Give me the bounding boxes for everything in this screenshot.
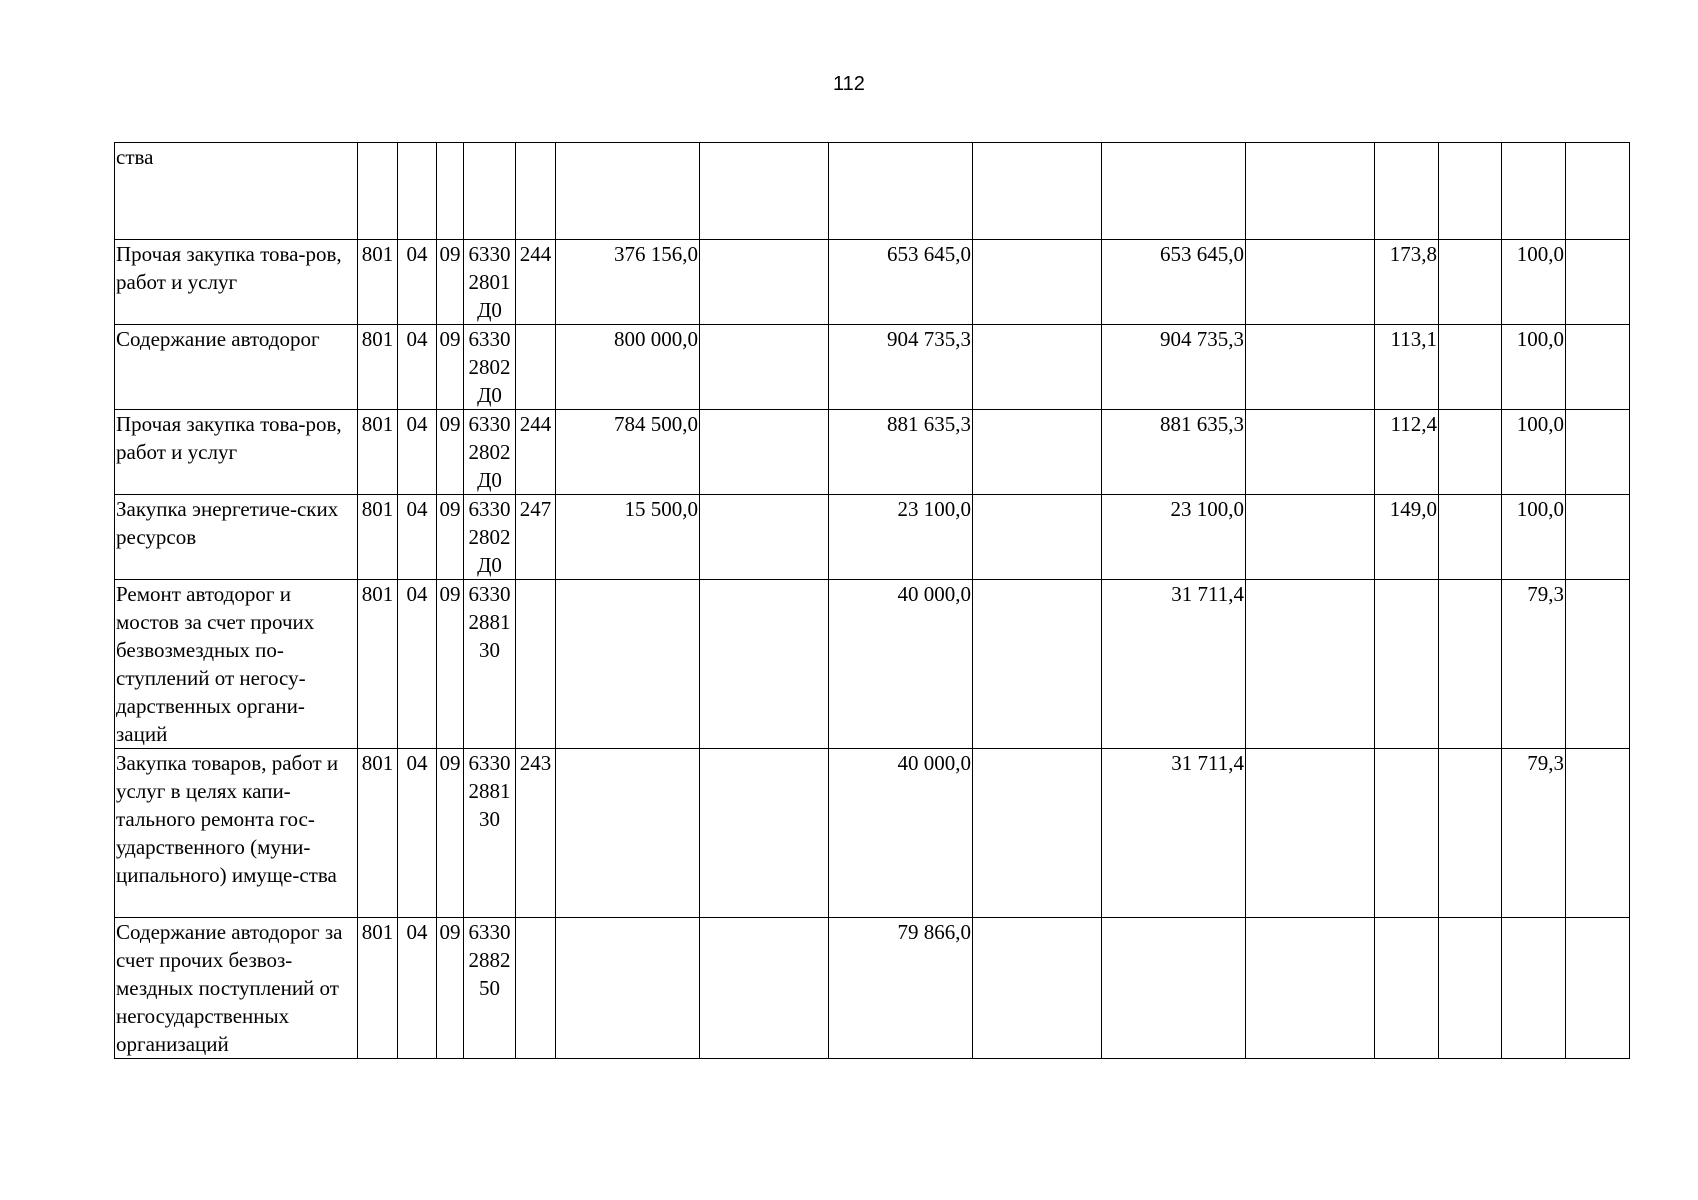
- section-code: 04: [398, 410, 437, 495]
- value-9: 100,0: [1502, 410, 1566, 495]
- value-2: [700, 495, 829, 580]
- value-8: [1439, 325, 1502, 410]
- value-1: 784 500,0: [556, 410, 700, 495]
- expense-type-code: 247: [516, 495, 556, 580]
- value-10: [1566, 580, 1630, 749]
- ministry-code: 801: [358, 495, 398, 580]
- target-article-code: [464, 143, 516, 240]
- value-10: [1566, 143, 1630, 240]
- expense-type-code: [516, 143, 556, 240]
- value-4: [973, 240, 1102, 325]
- row-name: Содержание автодорог: [115, 325, 358, 410]
- expense-type-code: 244: [516, 410, 556, 495]
- value-6: [1246, 918, 1375, 1059]
- section-code: 04: [398, 325, 437, 410]
- value-3: 653 645,0: [829, 240, 973, 325]
- value-5: [1102, 143, 1246, 240]
- target-article-code: 6330288130: [464, 749, 516, 918]
- section-code: 04: [398, 918, 437, 1059]
- value-3: [829, 143, 973, 240]
- value-4: [973, 580, 1102, 749]
- subsection-code: 09: [437, 749, 464, 918]
- subsection-code: 09: [437, 240, 464, 325]
- target-article-code: 63302802Д0: [464, 325, 516, 410]
- row-name: Закупка энергетиче-ских ресурсов: [115, 495, 358, 580]
- value-9: [1502, 918, 1566, 1059]
- value-4: [973, 325, 1102, 410]
- value-5: 31 711,4: [1102, 580, 1246, 749]
- value-5: 881 635,3: [1102, 410, 1246, 495]
- value-10: [1566, 325, 1630, 410]
- value-10: [1566, 495, 1630, 580]
- value-6: [1246, 240, 1375, 325]
- subsection-code: 09: [437, 325, 464, 410]
- value-10: [1566, 749, 1630, 918]
- value-1: 15 500,0: [556, 495, 700, 580]
- section-code: 04: [398, 749, 437, 918]
- value-3: 40 000,0: [829, 580, 973, 749]
- value-1: [556, 580, 700, 749]
- value-7: 173,8: [1375, 240, 1439, 325]
- value-8: [1439, 495, 1502, 580]
- subsection-code: 09: [437, 495, 464, 580]
- value-5: 23 100,0: [1102, 495, 1246, 580]
- value-7: 149,0: [1375, 495, 1439, 580]
- value-8: [1439, 918, 1502, 1059]
- value-6: [1246, 325, 1375, 410]
- value-7: [1375, 918, 1439, 1059]
- target-article-code: 63302801Д0: [464, 240, 516, 325]
- ministry-code: 801: [358, 325, 398, 410]
- table-row: [115, 749, 1630, 918]
- expense-type-code: 244: [516, 240, 556, 325]
- value-8: [1439, 143, 1502, 240]
- value-7: [1375, 143, 1439, 240]
- value-7: [1375, 749, 1439, 918]
- value-1: [556, 918, 700, 1059]
- subsection-code: 09: [437, 918, 464, 1059]
- table-row: [115, 143, 1630, 240]
- value-2: [700, 410, 829, 495]
- value-1: [556, 143, 700, 240]
- value-9: 100,0: [1502, 240, 1566, 325]
- table-row: [115, 325, 1630, 410]
- ministry-code: 801: [358, 410, 398, 495]
- table-row: [115, 918, 1630, 1059]
- table-row: [115, 240, 1630, 325]
- value-10: [1566, 240, 1630, 325]
- value-8: [1439, 749, 1502, 918]
- value-5: 653 645,0: [1102, 240, 1246, 325]
- value-1: 800 000,0: [556, 325, 700, 410]
- value-8: [1439, 410, 1502, 495]
- subsection-code: 09: [437, 410, 464, 495]
- value-3: 904 735,3: [829, 325, 973, 410]
- value-7: 113,1: [1375, 325, 1439, 410]
- budget-table: [114, 142, 1630, 1059]
- expense-type-code: [516, 918, 556, 1059]
- table-row: [115, 410, 1630, 495]
- table-row: [115, 580, 1630, 749]
- value-2: [700, 240, 829, 325]
- value-9: 100,0: [1502, 325, 1566, 410]
- subsection-code: [437, 143, 464, 240]
- value-9: 100,0: [1502, 495, 1566, 580]
- value-6: [1246, 410, 1375, 495]
- row-name: Закупка товаров, работ и услуг в целях капи-тального ремонта гос-ударственного (муни-ципального) имуще-ства: [115, 749, 358, 918]
- value-4: [973, 495, 1102, 580]
- value-10: [1566, 410, 1630, 495]
- value-4: [973, 143, 1102, 240]
- value-5: 904 735,3: [1102, 325, 1246, 410]
- target-article-code: 6330288250: [464, 918, 516, 1059]
- value-10: [1566, 918, 1630, 1059]
- target-article-code: 6330288130: [464, 580, 516, 749]
- value-2: [700, 918, 829, 1059]
- row-name: Содержание автодорог за счет прочих безвоз-мездных поступлений от негосударственных организаций: [115, 918, 358, 1059]
- value-4: [973, 918, 1102, 1059]
- value-2: [700, 580, 829, 749]
- value-4: [973, 410, 1102, 495]
- value-7: 112,4: [1375, 410, 1439, 495]
- section-code: 04: [398, 495, 437, 580]
- expense-type-code: [516, 325, 556, 410]
- ministry-code: 801: [358, 580, 398, 749]
- ministry-code: 801: [358, 240, 398, 325]
- value-7: [1375, 580, 1439, 749]
- section-code: [398, 143, 437, 240]
- row-name: Прочая закупка това-ров, работ и услуг: [115, 240, 358, 325]
- value-3: 79 866,0: [829, 918, 973, 1059]
- value-9: 79,3: [1502, 580, 1566, 749]
- row-name: ства: [115, 143, 358, 240]
- value-9: 79,3: [1502, 749, 1566, 918]
- subsection-code: 09: [437, 580, 464, 749]
- value-6: [1246, 749, 1375, 918]
- table-row: [115, 495, 1630, 580]
- row-name: Ремонт автодорог и мостов за счет прочих безвозмездных по-ступлений от негосу-дарственных органи-заций: [115, 580, 358, 749]
- target-article-code: 63302802Д0: [464, 495, 516, 580]
- value-6: [1246, 495, 1375, 580]
- expense-type-code: [516, 580, 556, 749]
- value-3: 881 635,3: [829, 410, 973, 495]
- value-6: [1246, 580, 1375, 749]
- value-2: [700, 325, 829, 410]
- value-1: [556, 749, 700, 918]
- value-2: [700, 143, 829, 240]
- ministry-code: 801: [358, 918, 398, 1059]
- value-5: 31 711,4: [1102, 749, 1246, 918]
- page-number: 112: [833, 73, 865, 95]
- value-8: [1439, 580, 1502, 749]
- value-8: [1439, 240, 1502, 325]
- value-9: [1502, 143, 1566, 240]
- row-name: Прочая закупка това-ров, работ и услуг: [115, 410, 358, 495]
- ministry-code: [358, 143, 398, 240]
- value-3: 40 000,0: [829, 749, 973, 918]
- value-4: [973, 749, 1102, 918]
- value-2: [700, 749, 829, 918]
- value-3: 23 100,0: [829, 495, 973, 580]
- section-code: 04: [398, 580, 437, 749]
- value-6: [1246, 143, 1375, 240]
- value-1: 376 156,0: [556, 240, 700, 325]
- value-5: [1102, 918, 1246, 1059]
- ministry-code: 801: [358, 749, 398, 918]
- section-code: 04: [398, 240, 437, 325]
- expense-type-code: 243: [516, 749, 556, 918]
- target-article-code: 63302802Д0: [464, 410, 516, 495]
